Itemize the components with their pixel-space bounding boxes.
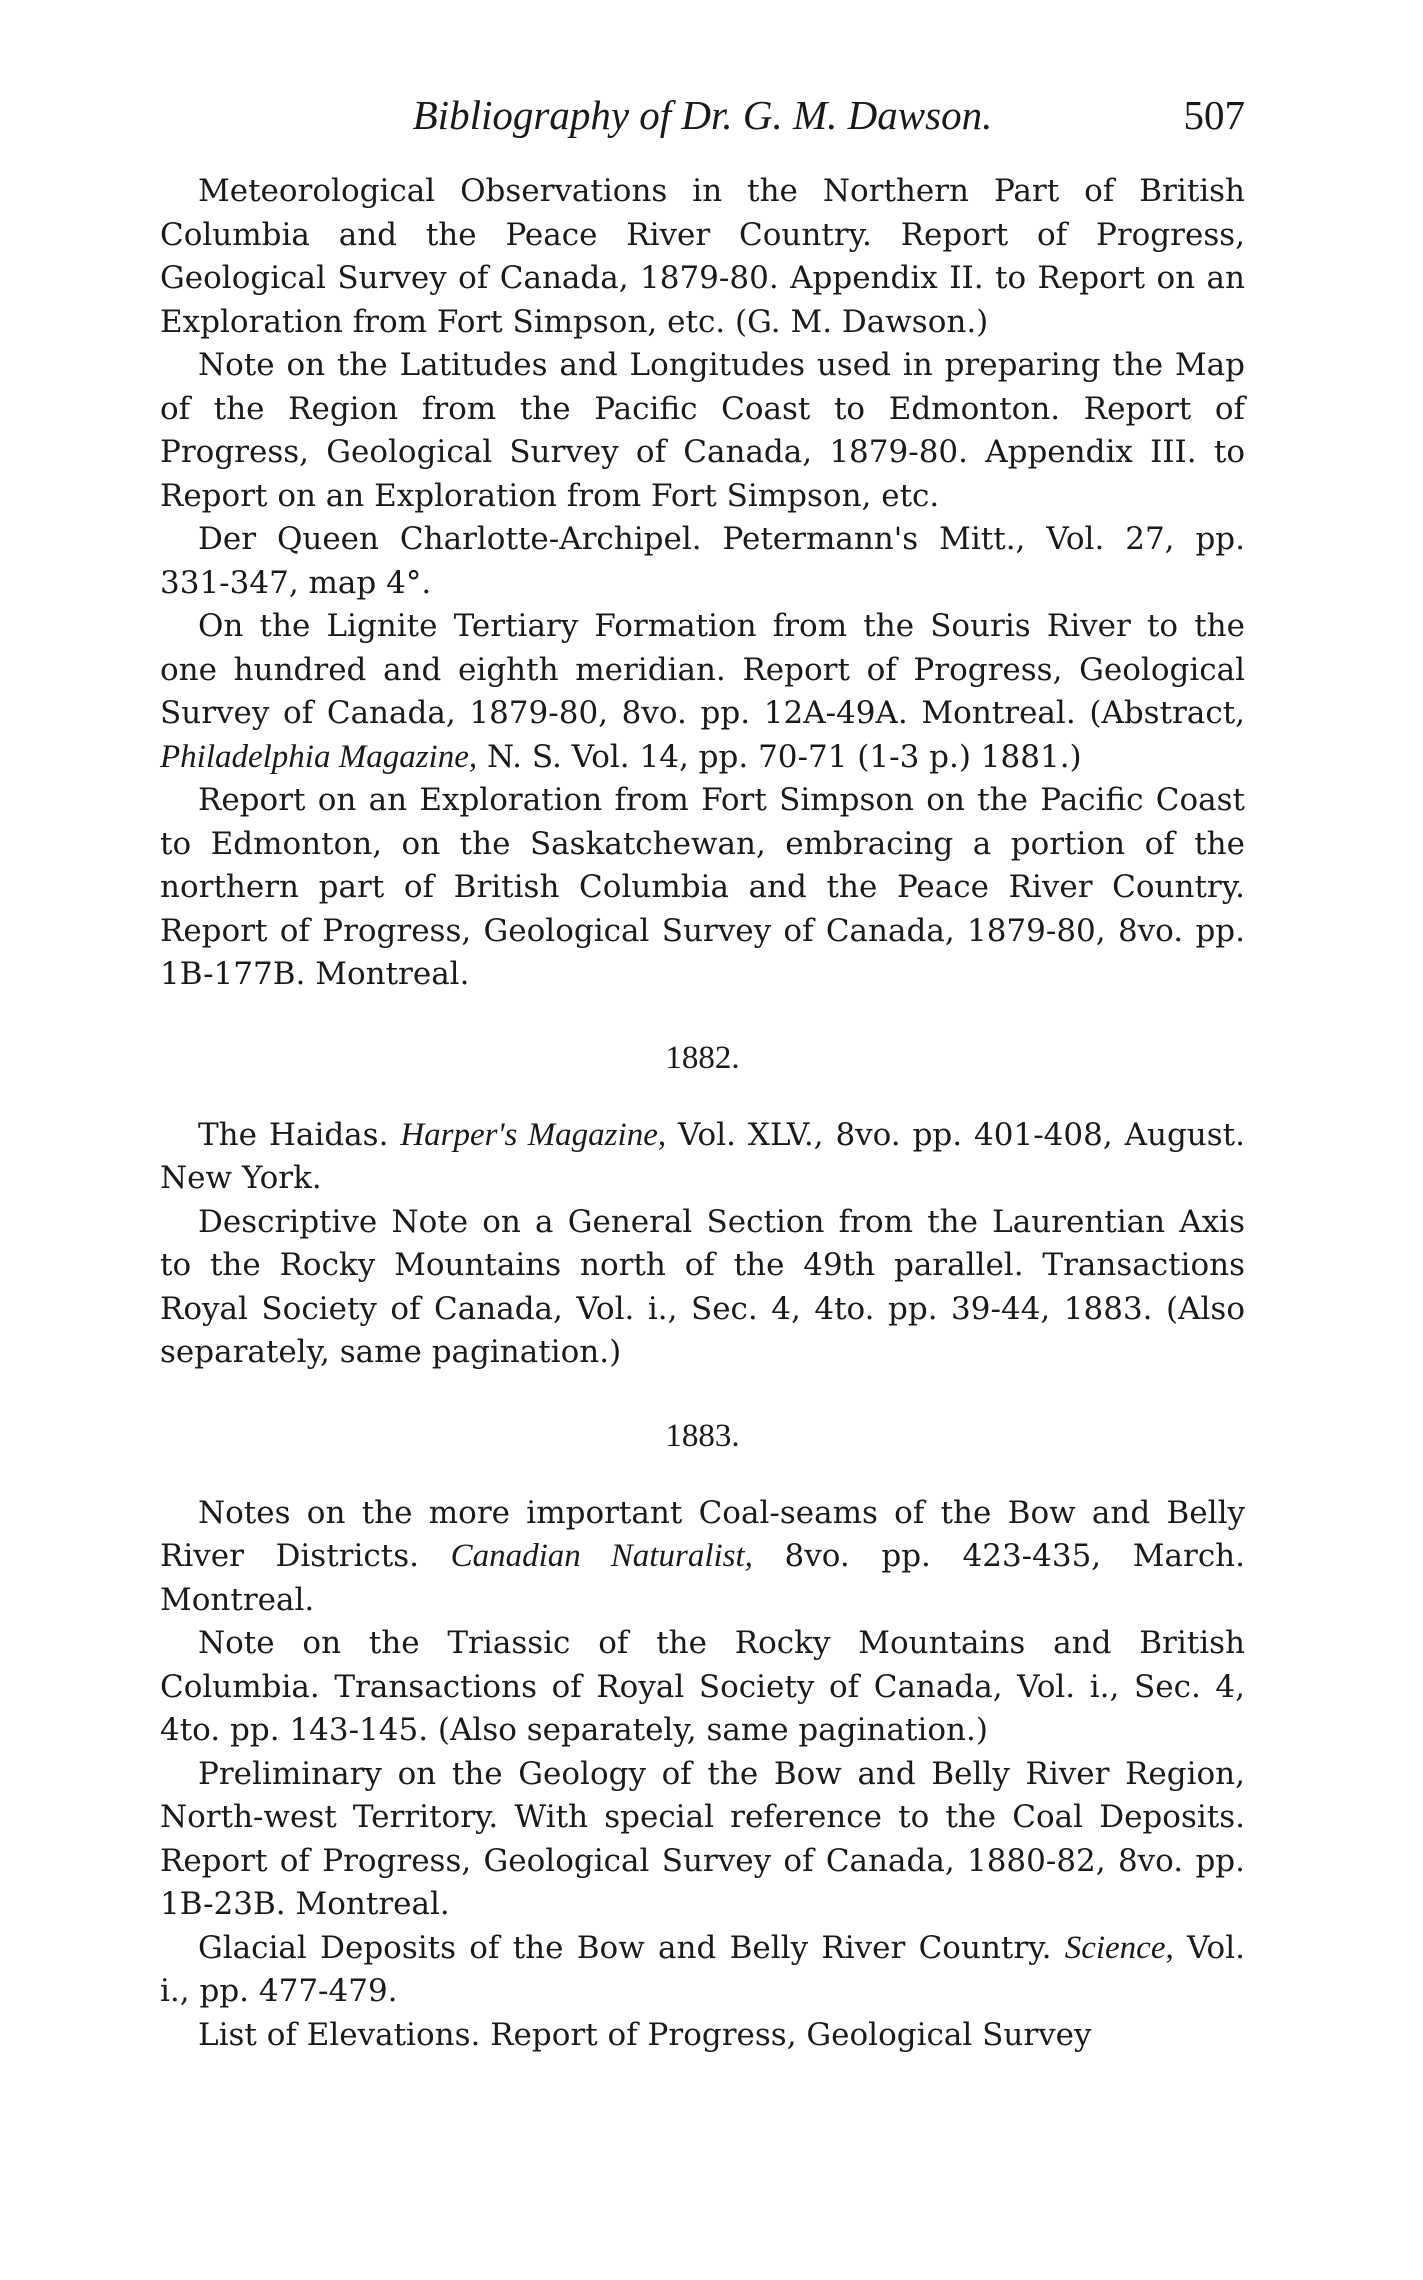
entry-text: Report on an Exploration from Fort Simpson on the Pacific Coast to Edmonton, on the Saskatchewan, embracing a portion of the northern part of British Columbia and the Peace River Country. Report of Progress, Geological Survey of Canada, 1879-80, 8vo. pp. 1B-177B. Montreal.: [160, 782, 1245, 992]
bibliography-entry: [160, 1492, 1245, 1623]
book-page: [160, 80, 1245, 2057]
bibliography-list: [160, 170, 1245, 2057]
journal-title: Science,: [1064, 1929, 1174, 1966]
bibliography-entry: [160, 1622, 1245, 1753]
entry-text: Notes on the more important Coal-seams of the Bow and Belly River Districts.: [160, 1494, 1245, 1574]
entry-text: List of Elevations. Report of Progress, Geological Survey: [198, 2016, 1092, 2053]
journal-title: Philadelphia Magazine,: [160, 738, 478, 775]
entry-text: Note on the Latitudes and Longitudes used in preparing the Map of the Region from the Pacific Coast to Edmonton. Report of Progress, Geological Survey of Canada, 1879-80. Appendix III. to Report on an Exploration from Fort Simpson, etc.: [160, 347, 1245, 514]
entry-text: Note on the Triassic of the Rocky Mountains and British Columbia. Transactions of Royal Society of Canada, Vol. i., Sec. 4, 4to. pp. 143-145. (Also separately, same pagination.): [160, 1625, 1245, 1748]
year-heading: 1882.: [665, 1039, 740, 1076]
entry-text: The Haidas.: [198, 1116, 401, 1153]
bibliography-entry: [160, 1927, 1245, 2014]
entry-text: Vol. i., pp. 477-479.: [160, 1929, 1245, 2009]
entry-text: On the Lignite Tertiary Formation from the Souris River to the one hundred and eighth meridian. Report of Progress, Geological Survey of Canada, 1879-80, 8vo. pp. 12A-49A. Montreal. (Abstract,: [160, 608, 1245, 731]
bibliography-entry: [160, 1753, 1245, 1927]
entry-text: Preliminary on the Geology of the Bow and Belly River Region, North-west Territory. With special reference to the Coal Deposits. Report of Progress, Geological Survey of Canada, 1880-82, 8vo. pp. 1B-23B. Montreal.: [160, 1755, 1245, 1922]
entry-text: Meteorological Observations in the Northern Part of British Columbia and the Peace River Country. Report of Progress, Geological Survey of Canada, 1879-80. Appendix II. to Report on an Exploration from Fort Simpson, etc. (G. M. Dawson.): [160, 173, 1245, 340]
bibliography-entry: [160, 779, 1245, 997]
bibliography-entry: [160, 1114, 1245, 1201]
entry-text: Descriptive Note on a General Section from the Laurentian Axis to the Rocky Mountains north of the 49th parallel. Transactions Royal Society of Canada, Vol. i., Sec. 4, 4to. pp. 39-44, 1883. (Also separately, same pagination.): [160, 1203, 1245, 1370]
running-head: [160, 80, 1245, 150]
journal-title: Harper's Magazine,: [400, 1116, 667, 1153]
bibliography-entry: [160, 344, 1245, 518]
bibliography-entry: [160, 518, 1245, 605]
year-heading: 1883.: [665, 1417, 740, 1454]
entry-text: Vol. XLV., 8vo. pp. 401-408, August. New York.: [160, 1116, 1245, 1196]
page-number: 507: [1183, 92, 1245, 138]
bibliography-entry: [160, 2014, 1245, 2058]
journal-title: Canadian Naturalist,: [450, 1538, 753, 1574]
bibliography-entry: [160, 1201, 1245, 1375]
entry-text: 8vo. pp. 423-435, March. Montreal.: [160, 1538, 1245, 1618]
running-head-title: Bibliography of Dr. G. M. Dawson.: [412, 92, 993, 138]
entry-text: Der Queen Charlotte-Archipel. Petermann's Mitt., Vol. 27, pp. 331-347, map 4°.: [160, 521, 1245, 601]
entry-text: N. S. Vol. 14, pp. 70-71 (1-3 p.) 1881.): [477, 738, 1082, 775]
bibliography-entry: [160, 170, 1245, 344]
entry-text: Glacial Deposits of the Bow and Belly River Country.: [198, 1929, 1065, 1966]
bibliography-entry: [160, 605, 1245, 779]
